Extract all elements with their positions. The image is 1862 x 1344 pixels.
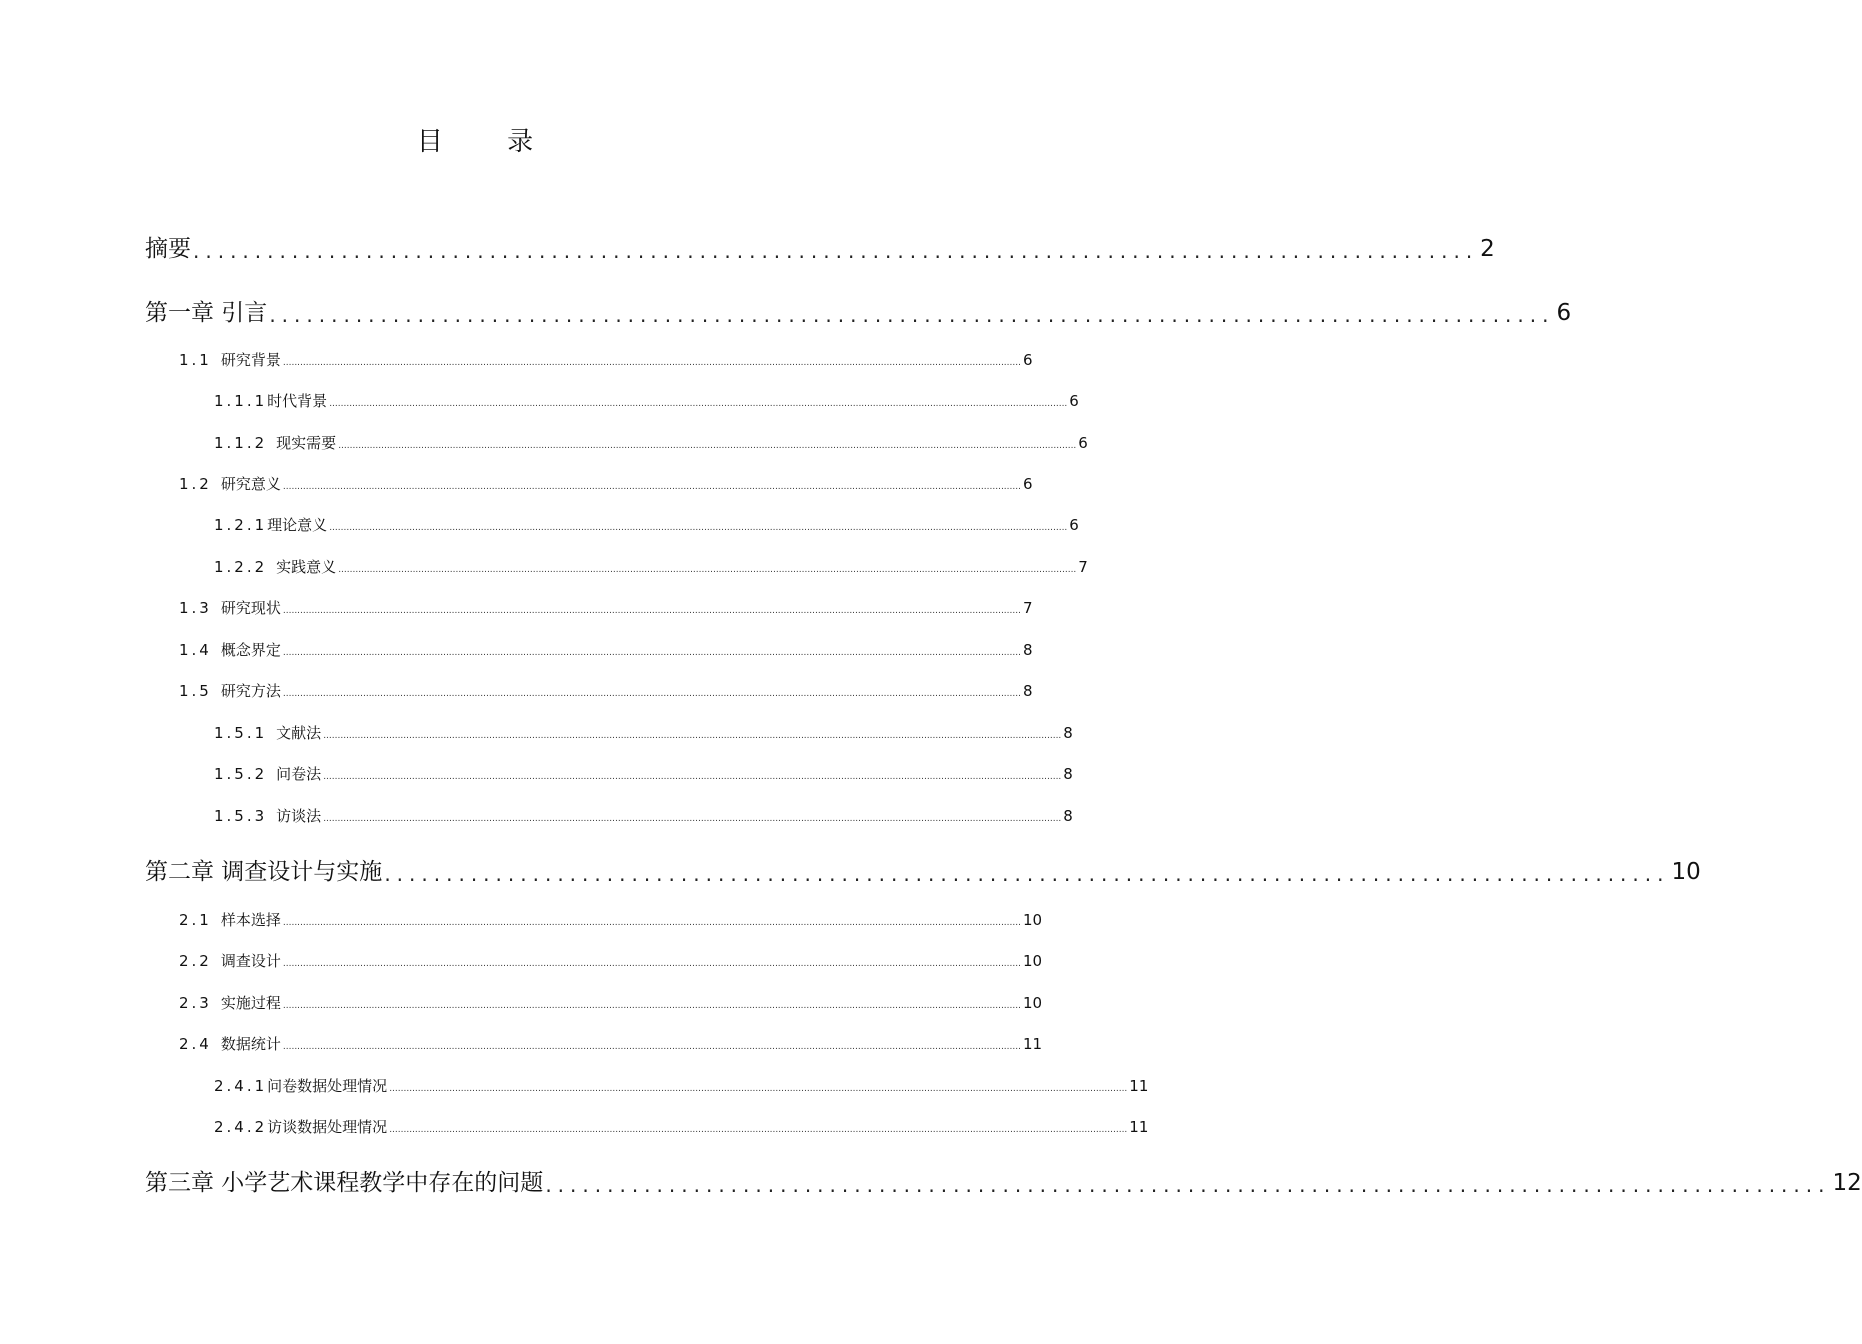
toc-entry-subsection[interactable]: [214, 805, 1073, 827]
toc-entry-section[interactable]: [179, 950, 1043, 972]
section-title: 问卷数据处理情况: [267, 1077, 388, 1095]
section-title: 概念界定: [220, 641, 281, 659]
toc-entry-section[interactable]: [179, 639, 1033, 661]
section-number: 2.2: [179, 952, 212, 970]
section-number: 1.1: [179, 351, 212, 369]
toc-entry-label: 第一章 引言: [145, 300, 268, 326]
dot-leader: ..................................................................................................................................................................................................................................................................: [338, 441, 1077, 451]
dot-leader: ........................................................................................................: [384, 862, 1670, 886]
toc-page-number: 6: [1556, 300, 1572, 326]
toc-entry-subsection[interactable]: [214, 1116, 1149, 1138]
dot-leader: ..................................................................................................................................................................................................................................................................: [282, 959, 1021, 969]
section-title: 访谈数据处理情况: [267, 1118, 388, 1136]
section-title: 数据统计: [220, 1035, 281, 1053]
toc-entry-section[interactable]: [179, 349, 1033, 371]
dot-leader: ..................................................................................................................................................................................................................................................................: [282, 648, 1021, 658]
toc-page-number: 11: [1129, 1118, 1149, 1136]
dot-leader: ..................................................................................................................................................................................................................................................................: [282, 606, 1021, 616]
section-title: 访谈法: [276, 807, 322, 825]
dot-leader: ..................................................................................................................................................................................................................................................................: [323, 814, 1062, 824]
section-number: 1.1.1: [214, 392, 268, 410]
toc-entry-subsection[interactable]: [214, 390, 1079, 412]
toc-page-number: 10: [1022, 911, 1043, 929]
section-title: 时代背景: [267, 392, 328, 410]
dot-leader: ..................................................................................................................................................................................................................................................................: [282, 358, 1021, 368]
toc-page-number: 10: [1022, 994, 1043, 1012]
toc-page-number: 6: [1069, 392, 1079, 410]
section-title: 调查设计: [220, 952, 281, 970]
toc-page-number: 8: [1022, 641, 1033, 659]
toc-entry-chapter-2[interactable]: [145, 855, 1701, 889]
toc-entry-section[interactable]: [179, 909, 1043, 931]
dot-leader: ..................................................................................................................................................................................................................................................................: [282, 1001, 1021, 1011]
section-number: 1.5.2: [214, 765, 268, 783]
section-title: 理论意义: [267, 516, 328, 534]
toc-entry-label: 第二章 调查设计与实施: [145, 859, 383, 885]
section-number: 1.3: [179, 599, 212, 617]
toc-page-number: 11: [1022, 1035, 1043, 1053]
toc-entry-chapter-3[interactable]: [145, 1166, 1862, 1200]
section-number: 1.1.2: [214, 434, 268, 452]
section-number: 1.5: [179, 682, 212, 700]
toc-entry-label: 摘要: [145, 236, 191, 262]
page-title: 目 录: [416, 127, 562, 157]
toc-page-number: 12: [1832, 1170, 1862, 1196]
toc-page-number: 8: [1022, 682, 1033, 700]
dot-leader: ..................................................................................................................................................................................................................................................................: [282, 482, 1021, 492]
section-number: 2.4.2: [214, 1118, 268, 1136]
toc-entry-abstract[interactable]: [145, 232, 1495, 266]
dot-leader: ........................................................................................................: [545, 1173, 1831, 1197]
section-title: 研究意义: [220, 475, 281, 493]
section-number: 1.2: [179, 475, 212, 493]
toc-page-number: 10: [1671, 859, 1701, 885]
section-title: 实施过程: [220, 994, 281, 1012]
toc-entry-subsection[interactable]: [214, 432, 1088, 454]
dot-leader: ..................................................................................................................................................................................................................................................................: [338, 565, 1077, 575]
section-title: 样本选择: [220, 911, 281, 929]
section-number: 1.4: [179, 641, 212, 659]
dot-leader: ..................................................................................................................................................................................................................................................................: [329, 523, 1068, 533]
section-title: 实践意义: [276, 558, 337, 576]
section-number: 1.2.1: [214, 516, 268, 534]
toc-entry-section[interactable]: [179, 992, 1043, 1014]
dot-leader: ........................................................................................................: [269, 303, 1555, 327]
toc-entry-section[interactable]: [179, 597, 1033, 619]
toc-entry-section[interactable]: [179, 473, 1033, 495]
toc-entry-subsection[interactable]: [214, 514, 1079, 536]
section-number: 2.4: [179, 1035, 212, 1053]
section-title: 研究背景: [220, 351, 281, 369]
section-title: 研究现状: [220, 599, 281, 617]
section-number: 2.3: [179, 994, 212, 1012]
section-number: 2.1: [179, 911, 212, 929]
toc-page-number: 6: [1022, 351, 1033, 369]
dot-leader: ..................................................................................................................................................................................................................................................................: [282, 689, 1021, 699]
section-title: 研究方法: [220, 682, 281, 700]
toc-page-number: 11: [1129, 1077, 1149, 1095]
dot-leader: ..................................................................................................................................................................................................................................................................: [282, 918, 1021, 928]
dot-leader: ..................................................................................................................................................................................................................................................................: [389, 1125, 1128, 1135]
toc-entry-section[interactable]: [179, 1033, 1043, 1055]
toc-page-number: 2: [1480, 236, 1495, 262]
toc-page-number: 6: [1078, 434, 1088, 452]
toc-entry-subsection[interactable]: [214, 763, 1073, 785]
section-number: 2.4.1: [214, 1077, 268, 1095]
toc-page-number: 6: [1069, 516, 1079, 534]
dot-leader: ..................................................................................................................................................................................................................................................................: [389, 1084, 1128, 1094]
toc-page-number: 6: [1022, 475, 1033, 493]
toc-page-number: 8: [1063, 724, 1073, 742]
toc-entry-subsection[interactable]: [214, 722, 1073, 744]
toc-page-number: 8: [1063, 807, 1073, 825]
dot-leader: ..................................................................................................................................................................................................................................................................: [323, 731, 1062, 741]
section-number: 1.5.3: [214, 807, 268, 825]
toc-entry-label: 第三章 小学艺术课程教学中存在的问题: [145, 1170, 544, 1196]
section-title: 现实需要: [276, 434, 337, 452]
section-title: 问卷法: [276, 765, 322, 783]
dot-leader: ..................................................................................................................................................................................................................................................................: [329, 399, 1068, 409]
section-number: 1.5.1: [214, 724, 268, 742]
toc-page-number: 7: [1078, 558, 1088, 576]
section-title: 文献法: [276, 724, 322, 742]
toc-entry-subsection[interactable]: [214, 556, 1088, 578]
toc-entry-chapter-1[interactable]: [145, 296, 1572, 330]
dot-leader: ..................................................................................................................................................................................................................................................................: [282, 1042, 1021, 1052]
dot-leader: ..................................................................................................................................................................................................................................................................: [323, 772, 1062, 782]
section-number: 1.2.2: [214, 558, 268, 576]
toc-entry-section[interactable]: [179, 680, 1033, 702]
toc-page-number: 8: [1063, 765, 1073, 783]
toc-page-number: 7: [1022, 599, 1033, 617]
dot-leader: ........................................................................................................: [193, 239, 1479, 263]
toc-entry-subsection[interactable]: [214, 1075, 1149, 1097]
toc-page-number: 10: [1022, 952, 1043, 970]
